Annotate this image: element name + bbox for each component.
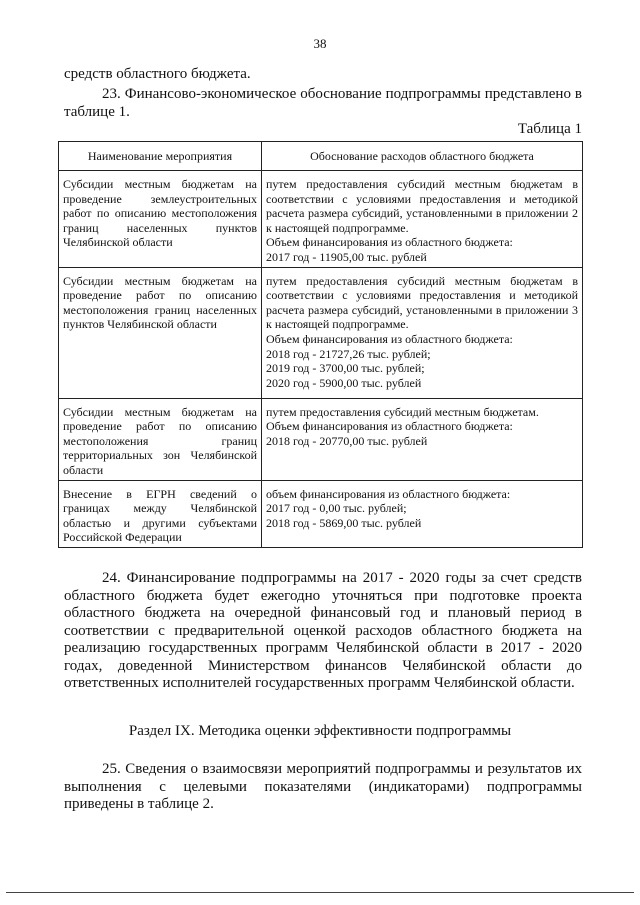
justification-cell: [262, 267, 583, 398]
justification-line: Объем финансирования из областного бюджета:: [266, 419, 513, 434]
justification-cell: [262, 398, 583, 480]
page-number: 38: [313, 36, 327, 51]
page-bottom-rule: [6, 892, 634, 893]
justification-line: 2020 год - 5900,00 тыс. рублей: [266, 375, 422, 390]
budget-justification-table: [58, 141, 583, 548]
activity-cell: Внесение в ЕГРН сведений о границах между Челябинской областью и другими субъектами Российской Федерации: [59, 480, 262, 547]
section-heading: Раздел IX. Методика оценки эффективности подпрограммы: [128, 723, 512, 739]
activity-cell: Субсидии местным бюджетам на проведение работ по описанию местоположения границ населенных пунктов Челябинской области: [59, 267, 262, 398]
justification-line: 2018 год - 21727,26 тыс. рублей;: [266, 346, 431, 361]
paragraph-24: 24. Финансирование подпрограммы на 2017 - 2020 годы за счет средств областного бюджета будет ежегодно уточняться при подготовке проекта областного бюджета на очередной финансовый год и плановый период в соответствии с предварительной оценкой расходов областного бюджета на реализацию государственных программ Челябинской области в 2017 - 2020 годах, доведенной Министерством финансов Челябинской области до ответственных исполнителей государственных программ Челябинской области.: [64, 570, 582, 691]
activity-cell: Субсидии местным бюджетам на проведение работ по описанию местоположения границ территориальных зон Челябинской области: [59, 398, 262, 480]
justification-line: путем предоставления субсидий местным бюджетам в соответствии с условиями предоставления и методикой расчета размера субсидий, установленными в приложении 2 к настоящей подпрограмме.: [266, 177, 578, 235]
paragraph-25: 25. Сведения о взаимосвязи мероприятий подпрограммы и результатов их выполнения с целевыми показателями (индикаторами) подпрограммы приведены в таблице 2.: [64, 761, 582, 812]
justification-cell: [262, 171, 583, 268]
justification-cell: [262, 480, 583, 547]
justification-line: объем финансирования из областного бюджета:: [266, 486, 511, 501]
table-caption: Таблица 1: [517, 121, 582, 137]
justification-line: 2018 год - 5869,00 тыс. рублей: [266, 515, 422, 530]
intro-fragment: средств областного бюджета.: [64, 66, 251, 82]
table-row: [59, 171, 583, 268]
justification-line: путем предоставления субсидий местным бюджетам в соответствии с условиями предоставления и методикой расчета размера субсидий, установленными в приложении 3 к настоящей подпрограмме.: [266, 273, 578, 332]
header-justification: Обоснование расходов областного бюджета: [262, 142, 583, 171]
header-activity: Наименование мероприятия: [59, 142, 262, 171]
justification-line: Объем финансирования из областного бюджета:: [266, 235, 513, 250]
table-row: [59, 398, 583, 480]
justification-line: 2018 год - 20770,00 тыс. рублей: [266, 433, 428, 448]
justification-line: путем предоставления субсидий местным бюджетам.: [266, 404, 539, 419]
paragraph-23: 23. Финансово-экономическое обоснование подпрограммы представлено в таблице 1.: [64, 86, 582, 120]
justification-line: 2019 год - 3700,00 тыс. рублей;: [266, 361, 425, 376]
table-row: [59, 480, 583, 547]
justification-line: Объем финансирования из областного бюджета:: [266, 331, 513, 346]
table-row: [59, 267, 583, 398]
justification-line: 2017 год - 11905,00 тыс. рублей: [266, 249, 427, 264]
activity-cell: Субсидии местным бюджетам на проведение землеустроительных работ по описанию местоположения границ населенных пунктов Челябинской области: [59, 171, 262, 268]
justification-line: 2017 год - 0,00 тыс. рублей;: [266, 501, 407, 516]
table-header-row: [59, 142, 583, 171]
